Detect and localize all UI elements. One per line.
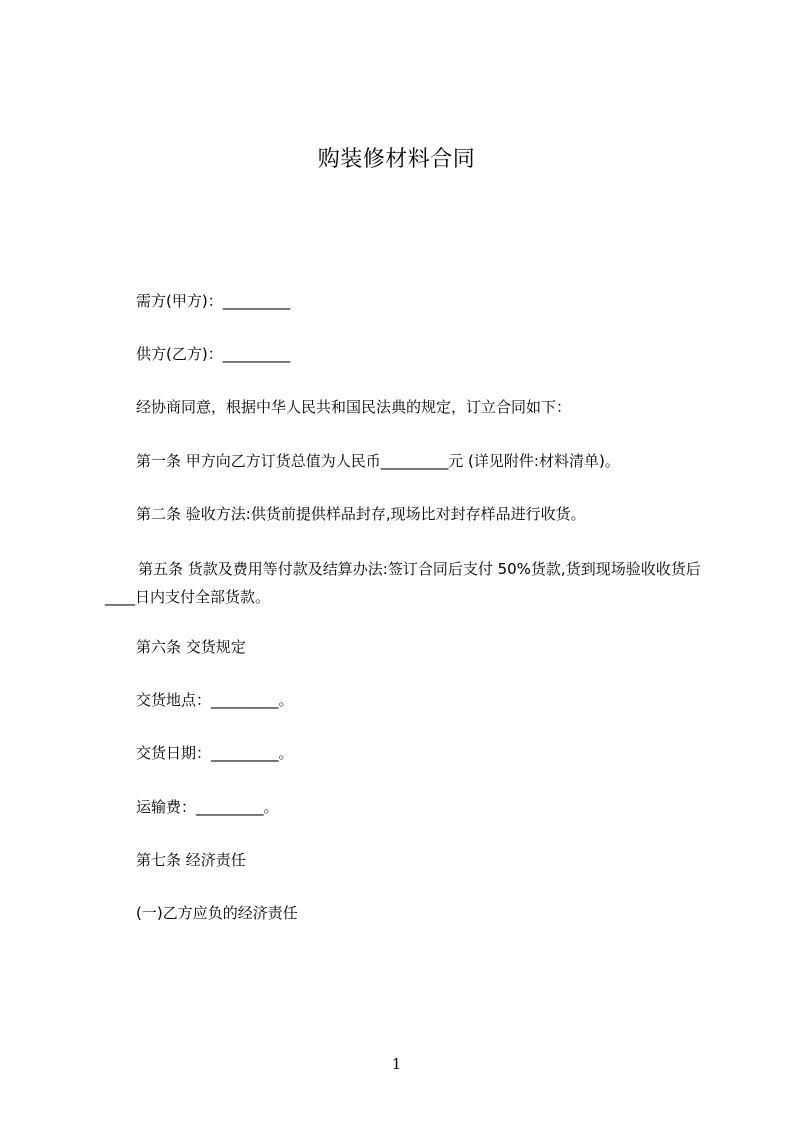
article-1-paragraph: 第一条 甲方向乙方订货总值为人民币_________元 (详见附件:材料清单)。 bbox=[136, 452, 620, 470]
freight-cost-line: 运输费：_________。 bbox=[136, 798, 279, 816]
delivery-date-line: 交货日期：_________。 bbox=[136, 744, 294, 762]
preamble-paragraph: 经协商同意，根据中华人民共和国民法典的规定，订立合同如下： bbox=[136, 398, 572, 416]
party-a-line: 需方(甲方)：_________ bbox=[136, 292, 291, 310]
article-6-heading: 第六条 交货规定 bbox=[136, 638, 246, 656]
delivery-location-line: 交货地点：_________。 bbox=[136, 691, 294, 709]
article-7-heading: 第七条 经济责任 bbox=[136, 851, 246, 869]
page-number: 1 bbox=[391, 1055, 402, 1073]
party-b-liability-heading: (一)乙方应负的经济责任 bbox=[136, 904, 298, 922]
article-5-paragraph: 第五条 货款及费用等付款及结算办法:签订合同后支付 50%货款,货到现场验收收货后____日内支付全部货款。 bbox=[105, 560, 701, 606]
document-title: 购装修材料合同 bbox=[317, 147, 476, 172]
article-2-paragraph: 第二条 验收方法:供货前提供样品封存,现场比对封存样品进行收货。 bbox=[136, 505, 586, 523]
party-b-line: 供方(乙方)：_________ bbox=[136, 345, 291, 363]
